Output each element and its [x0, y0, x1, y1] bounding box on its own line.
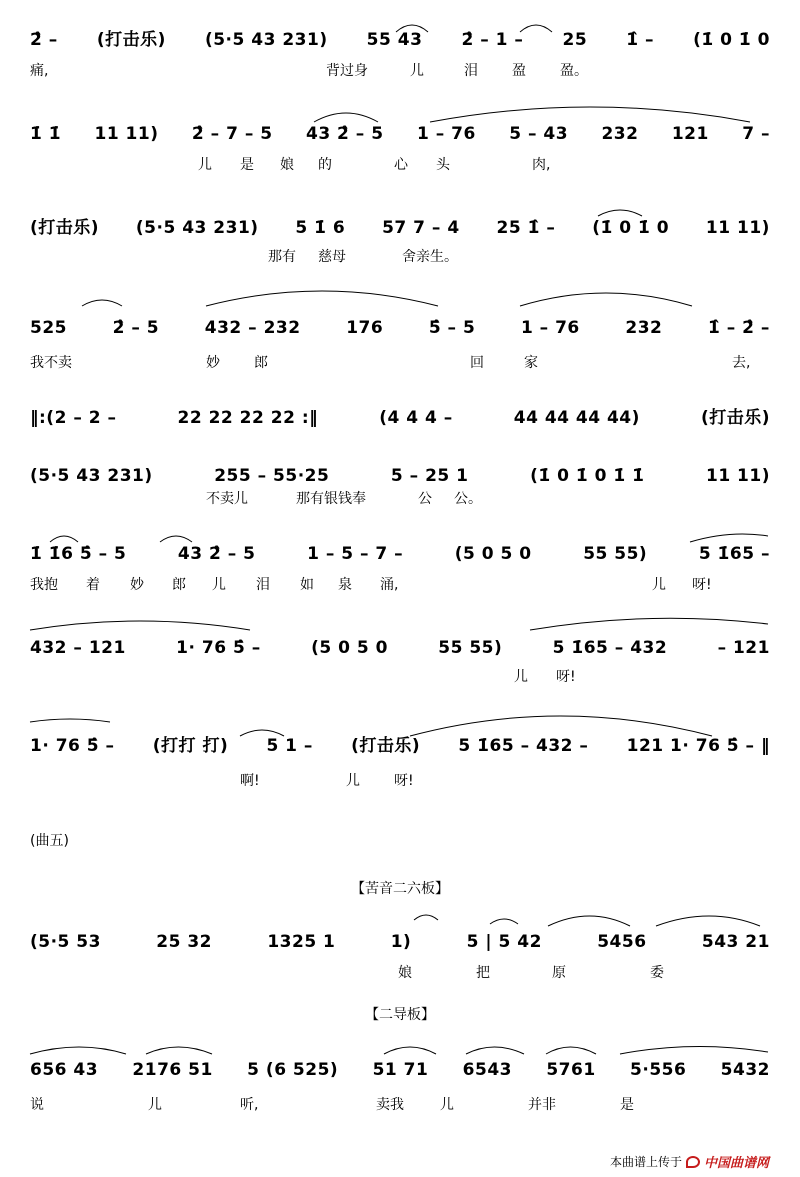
notation-group: 5432 — [720, 1060, 770, 1080]
lines.1-music-row — [30, 116, 770, 144]
notation-group: 25 32 — [156, 932, 213, 952]
notation-group: (1̇ 0 1̇ 0 1̇ 1̇ — [530, 466, 645, 486]
lyric-syllable: 儿 — [440, 1097, 454, 1113]
lyric-syllable: 我抱 — [30, 577, 58, 593]
lyric-syllable: 儿 — [346, 773, 360, 789]
lyric-syllable: 并非 — [528, 1097, 556, 1113]
notation-group: (1̇ 0 1̇ 0 — [592, 218, 670, 238]
slur-mark — [30, 719, 110, 722]
notation-group: 6543 — [462, 1060, 512, 1080]
notation-group: 176 — [346, 318, 384, 338]
lyric-syllable: 卖我 — [376, 1097, 404, 1113]
notation-group: (1̇ 0 1̇ 0 — [693, 30, 770, 50]
lyric-syllable: 公。 — [454, 491, 482, 507]
notation-group: 2̂ – 7 – 5 — [191, 124, 273, 144]
lyric-syllable: 着 — [86, 577, 100, 593]
lyric-syllable: 儿 — [212, 577, 226, 593]
lyric-syllable: 泪 — [256, 577, 270, 593]
slur-mark — [530, 618, 768, 630]
lines.2-music-row — [30, 210, 770, 238]
notation-group: 5 1̇ 6 — [295, 218, 346, 238]
lyric-syllable: 是 — [620, 1097, 634, 1113]
notation-group: 121 1· 76 5̂ – ‖ — [626, 736, 770, 756]
notation-group: 55 55) — [583, 544, 648, 564]
notation-group: 25 1̂ – — [496, 218, 556, 238]
notation-group: 11 11) — [705, 466, 770, 486]
notation-group: (5·5 43 231) — [30, 466, 153, 486]
notation-group: 2̂ – — [30, 30, 58, 50]
notation-group: 1· 76 5̂ – — [30, 736, 115, 756]
notation-group: (5 0 5 0 — [311, 638, 388, 658]
lyric-syllable: 妙 — [130, 577, 144, 593]
lines.0-music-row — [30, 22, 770, 50]
lyric-syllable: 舍亲生。 — [402, 249, 458, 265]
lyric-syllable: 回 — [470, 355, 484, 371]
notation-group: 5 | 5 42 — [466, 932, 542, 952]
section-label: (曲五) — [30, 833, 69, 849]
notation-group: 5 (6 525) — [247, 1060, 339, 1080]
lyric-syllable: 泪 — [464, 63, 478, 79]
lyric-syllable: 去, — [732, 355, 751, 371]
notation-group: 5761 — [546, 1060, 596, 1080]
lyric-syllable: 我不卖 — [30, 355, 72, 371]
notation-group: 22 22 22 22 :‖ — [177, 408, 319, 428]
lyric-syllable: 委 — [650, 965, 664, 981]
lyric-syllable: 家 — [524, 355, 538, 371]
notation-group: (4 4 4 – — [379, 408, 453, 428]
lyric-syllable: 痛, — [30, 63, 49, 79]
notation-group: 543 21 — [701, 932, 770, 952]
notation-group: 1̂ – — [626, 30, 654, 50]
lyric-syllable: 儿 — [198, 157, 212, 173]
lyric-syllable: 那有 — [268, 249, 296, 265]
notation-group: 1̇ 1̇ — [30, 124, 62, 144]
lyric-syllable: 那有银钱奉 — [296, 491, 366, 507]
slur-mark — [82, 300, 122, 306]
lyric-syllable: 娘 — [280, 157, 294, 173]
lyric-syllable: 心 — [394, 157, 408, 173]
notation-group: 5̂ – 5 — [428, 318, 476, 338]
notation-group: 57 7 – 4 — [382, 218, 460, 238]
notation-group: 1) — [390, 932, 412, 952]
lines.5-music-row — [30, 458, 770, 486]
notation-group: (打击乐) — [351, 736, 421, 756]
lyric-syllable: 郎 — [254, 355, 268, 371]
lyric-syllable: 不卖儿 — [206, 491, 248, 507]
notation-group: 55 55) — [438, 638, 503, 658]
notation-group: 5 1 – — [266, 736, 313, 756]
heading-erdaoban: 【二导板】 — [365, 1007, 435, 1023]
notation-group: 2̂ – 5 — [112, 318, 160, 338]
notation-group: 7 – — [742, 124, 770, 144]
heading-kuyin-erliuban: 【苦音二六板】 — [351, 881, 449, 897]
lyric-syllable: 慈母 — [318, 249, 346, 265]
notation-group: 432 – 121 — [30, 638, 126, 658]
lyric-syllable: 公 — [418, 491, 432, 507]
notation-group: 1̇ 1̇6 5̂ – 5 — [30, 544, 127, 564]
lines.8-music-row — [30, 728, 770, 756]
slur-mark — [30, 621, 250, 630]
notation-group: (5·5 53 — [30, 932, 101, 952]
notation-group: 5 – 43 — [509, 124, 569, 144]
lyric-syllable: 是 — [240, 157, 254, 173]
notation-group: 1 – 76 — [416, 124, 476, 144]
notation-group: 2176 51 — [132, 1060, 213, 1080]
lyric-syllable: 盈。 — [560, 63, 588, 79]
footer-brand[interactable]: 中国曲谱网 — [704, 1156, 770, 1171]
notation-group: 1̂ – 2̂ – — [708, 318, 770, 338]
lyric-syllable: 泉 — [338, 577, 352, 593]
lyric-syllable: 背过身 — [326, 63, 368, 79]
line_11-music-row — [30, 1052, 770, 1080]
notation-group: 5456 — [597, 932, 647, 952]
lyric-syllable: 如 — [300, 577, 314, 593]
lyric-syllable: 呀! — [692, 577, 712, 593]
lines.3-music-row — [30, 310, 770, 338]
notation-group: 11 11) — [94, 124, 159, 144]
notation-group: 51 71 — [372, 1060, 429, 1080]
notation-group: 2̂ – 1 – — [461, 30, 524, 50]
line_10-music-row — [30, 924, 770, 952]
lyric-syllable: 娘 — [398, 965, 412, 981]
lyric-syllable: 妙 — [206, 355, 220, 371]
notation-group: 255 – 55·25 — [214, 466, 330, 486]
lyric-syllable: 把 — [476, 965, 490, 981]
notation-group: (5·5 43 231) — [204, 30, 328, 50]
lyric-syllable: 儿 — [410, 63, 424, 79]
notation-group: (5·5 43 231) — [135, 218, 259, 238]
notation-group: 5 1̇65 – — [698, 544, 770, 564]
footer-text: 本曲谱上传于 — [610, 1155, 683, 1169]
notation-group: (打击乐) — [30, 218, 100, 238]
lyric-syllable: 儿 — [652, 577, 666, 593]
notation-group: 432 – 232 — [204, 318, 301, 338]
notation-group: (打打 打) — [152, 736, 229, 756]
notation-group: (5 0 5 0 — [454, 544, 532, 564]
slur-mark — [414, 915, 438, 920]
notation-group: (打击乐) — [96, 30, 166, 50]
notation-group: ‖:(2 – 2 – — [30, 408, 117, 428]
footer-credit — [610, 1152, 769, 1171]
lyric-syllable: 原 — [552, 965, 566, 981]
notation-group: 1 – 76 — [520, 318, 580, 338]
lyric-syllable: 肉, — [532, 157, 551, 173]
notation-group: 43 2̂ – 5 — [177, 544, 256, 564]
notation-group: 44 44 44 44) — [513, 408, 640, 428]
notation-group: 121 — [671, 124, 709, 144]
notation-group: 1· 76 5̂ – — [176, 638, 261, 658]
lyric-syllable: 说 — [30, 1097, 44, 1113]
slur-mark — [206, 291, 438, 306]
lyric-syllable: 儿 — [148, 1097, 162, 1113]
notation-group: 25 — [562, 30, 588, 50]
notation-group: 1 – 5 – 7 – — [307, 544, 404, 564]
lyric-syllable: 的 — [318, 157, 332, 173]
lyric-syllable: 儿 — [514, 669, 528, 685]
lyric-syllable: 呀! — [556, 669, 576, 685]
lines.7-music-row — [30, 630, 770, 658]
site-logo-icon — [686, 1156, 700, 1168]
notation-group: 11 11) — [705, 218, 770, 238]
notation-group: 232 — [601, 124, 639, 144]
notation-group: 656 43 — [30, 1060, 99, 1080]
lyric-syllable: 呀! — [394, 773, 414, 789]
notation-group: 232 — [625, 318, 663, 338]
lines.4-music-row — [30, 400, 770, 428]
notation-group: 1325 1 — [267, 932, 336, 952]
slur-mark — [520, 293, 692, 306]
notation-group: 5 1̇65 – 432 — [552, 638, 668, 658]
notation-group: 43 2̂ – 5 — [305, 124, 384, 144]
lyric-syllable: 盈 — [512, 63, 526, 79]
lyric-syllable: 郎 — [172, 577, 186, 593]
notation-group: – 121 — [717, 638, 770, 658]
notation-group: 5 – 25 1 — [390, 466, 469, 486]
lyric-syllable: 啊! — [240, 773, 260, 789]
notation-group: 55 43 — [366, 30, 423, 50]
lyric-syllable: 听, — [240, 1097, 259, 1113]
notation-group: 5·556 — [630, 1060, 687, 1080]
lines.6-music-row — [30, 536, 770, 564]
lyric-syllable: 头 — [436, 157, 450, 173]
notation-group: 5 1̇65 – 432 – — [458, 736, 589, 756]
lyric-syllable: 涌, — [380, 577, 399, 593]
notation-group: 525 — [30, 318, 67, 338]
notation-group: (打击乐) — [700, 408, 770, 428]
